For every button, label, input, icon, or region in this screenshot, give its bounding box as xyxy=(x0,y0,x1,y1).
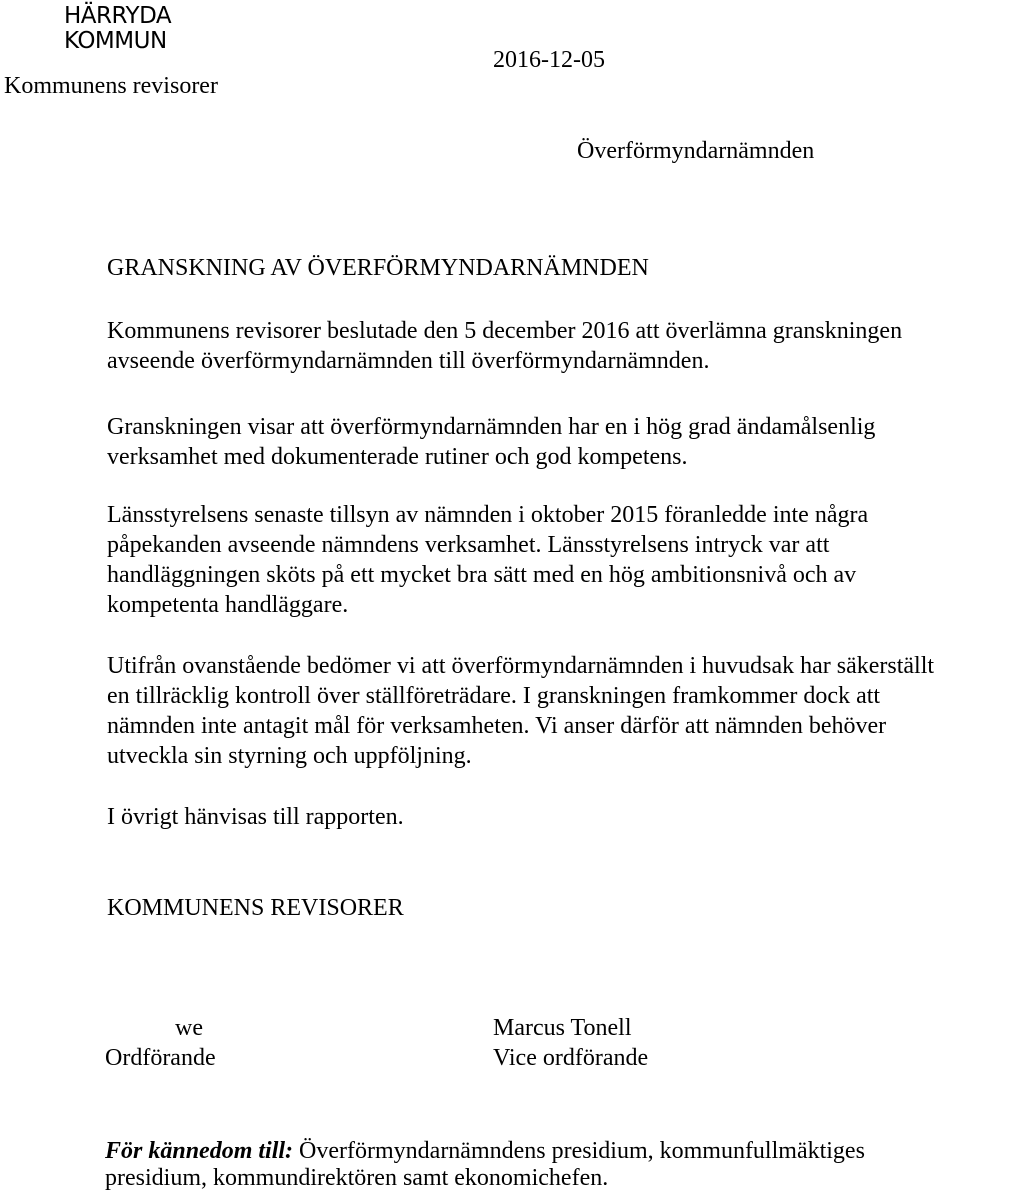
paragraph-line: I övrigt hänvisas till rapporten. xyxy=(107,804,404,830)
paragraph-line: avseende överförmyndarnämnden till överförmyndarnämnden. xyxy=(107,348,710,374)
signoff: KOMMUNENS REVISORER xyxy=(107,895,404,921)
sender-name: Kommunens revisorer xyxy=(4,73,218,99)
paragraph-line: kompetenta handläggare. xyxy=(107,592,349,618)
paragraph-1 xyxy=(107,316,1017,376)
logo-text-line2: KOMMUN xyxy=(64,28,167,54)
paragraph-5 xyxy=(107,802,1017,832)
paragraph-line: påpekanden avseende nämndens verksamhet. Länsstyrelsens intryck var att xyxy=(107,532,830,558)
document-title: GRANSKNING AV ÖVERFÖRMYNDARNÄMNDEN xyxy=(107,255,649,281)
paragraph-4 xyxy=(107,651,1017,771)
cc-line-2: presidium, kommundirektören samt ekonomichefen. xyxy=(105,1165,609,1191)
cc-label: För kännedom till: xyxy=(105,1138,294,1164)
signature-left-name: we xyxy=(175,1015,203,1041)
paragraph-line: Granskningen visar att överförmyndarnämnden har en i hög grad ändamålsenlig xyxy=(107,414,876,440)
cc-text-1: Överförmyndarnämndens presidium, kommunfullmäktiges xyxy=(293,1138,865,1164)
recipient: Överförmyndarnämnden xyxy=(577,138,815,164)
logo-text-line1: HÄRRYDA xyxy=(64,3,172,29)
signature-right-role: Vice ordförande xyxy=(493,1045,649,1071)
signature-right-name: Marcus Tonell xyxy=(493,1015,632,1041)
paragraph-2 xyxy=(107,412,1017,472)
paragraph-line: en tillräcklig kontroll över ställföreträdare. I granskningen framkommer dock att xyxy=(107,683,881,709)
paragraph-3 xyxy=(107,500,1017,620)
letter-date: 2016-12-05 xyxy=(493,47,605,73)
paragraph-line: nämnden inte antagit mål för verksamheten. Vi anser därför att nämnden behöver xyxy=(107,713,887,739)
paragraph-line: Utifrån ovanstående bedömer vi att överförmyndarnämnden i huvudsak har säkerställt xyxy=(107,653,935,679)
paragraph-line: Länsstyrelsens senaste tillsyn av nämnden i oktober 2015 föranledde inte några xyxy=(107,502,869,528)
paragraph-line: verksamhet med dokumenterade rutiner och god kompetens. xyxy=(107,444,688,470)
paragraph-line: utveckla sin styrning och uppföljning. xyxy=(107,743,472,769)
signature-left-role: Ordförande xyxy=(105,1045,216,1071)
paragraph-line: Kommunens revisorer beslutade den 5 december 2016 att överlämna granskningen xyxy=(107,318,903,344)
paragraph-line: handläggningen sköts på ett mycket bra sätt med en hög ambitionsnivå och av xyxy=(107,562,857,588)
cc-line-1 xyxy=(105,1136,865,1166)
